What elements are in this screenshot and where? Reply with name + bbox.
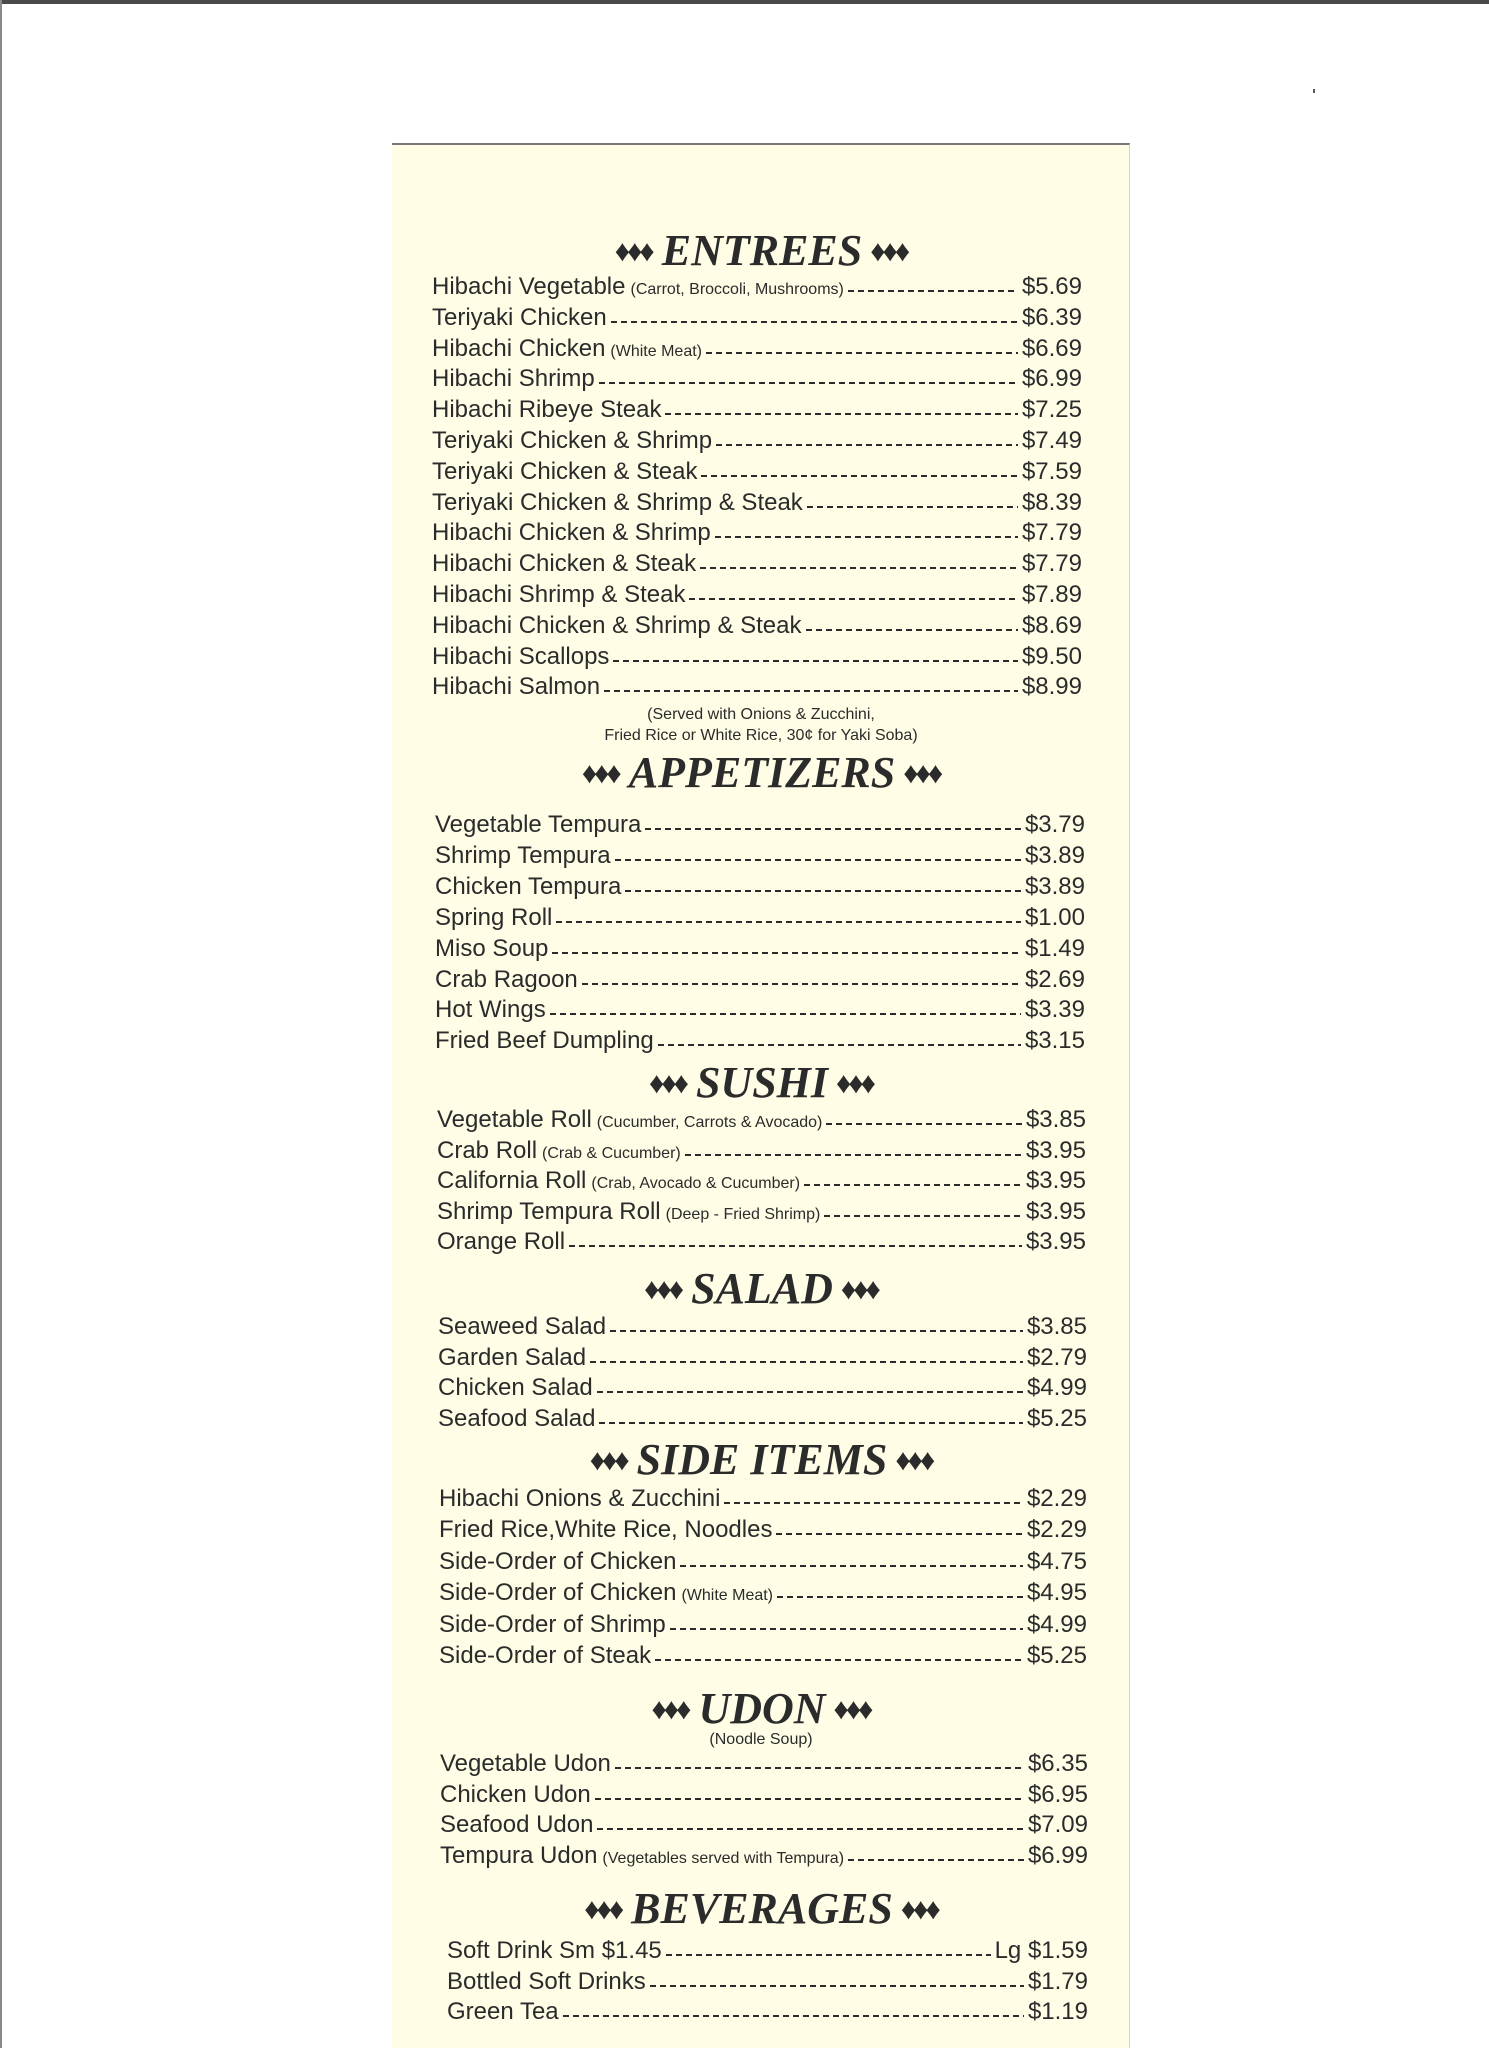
menu-item (437, 1136, 1086, 1166)
item-price: $3.95 (1025, 1228, 1086, 1255)
diamonds-icon: ♦♦♦ (644, 1273, 682, 1306)
menu-item (435, 903, 1085, 933)
menu-item (440, 1749, 1088, 1779)
dotted-leader (650, 1985, 1024, 1987)
dotted-leader (569, 1245, 1022, 1247)
item-name: Garden Salad (438, 1343, 587, 1371)
section-title: SALAD (691, 1264, 833, 1313)
section-title: SUSHI (695, 1058, 829, 1107)
item-price: $6.39 (1021, 303, 1082, 331)
menu-item (439, 1547, 1087, 1577)
item-name: Shrimp Tempura Roll (437, 1197, 661, 1225)
item-price: $6.35 (1027, 1750, 1088, 1777)
item-price: $2.79 (1026, 1343, 1087, 1371)
item-price: $3.15 (1024, 1027, 1085, 1055)
item-price: $8.69 (1021, 611, 1082, 639)
item-name: Vegetable Tempura (435, 811, 642, 838)
item-name: Crab Ragoon (435, 965, 578, 993)
dotted-leader (826, 1123, 1022, 1125)
diamonds-icon: ♦♦♦ (649, 1067, 686, 1100)
item-name: Vegetable Udon (440, 1750, 611, 1777)
dotted-leader (655, 1659, 1023, 1661)
dotted-leader (706, 352, 1018, 354)
item-price: $4.99 (1026, 1374, 1087, 1402)
section-header-salad (392, 1265, 1130, 1314)
item-name: Fried Beef Dumpling (435, 1027, 654, 1055)
item-price: $6.95 (1027, 1780, 1088, 1808)
entrees-note-line1: (Served with Onions & Zucchini, (647, 706, 875, 723)
menu-item (437, 1227, 1086, 1257)
dotted-leader (550, 1013, 1021, 1015)
menu-item (432, 334, 1082, 364)
item-name: Hibachi Chicken & Shrimp & Steak (432, 611, 802, 639)
item-price: $6.99 (1027, 1842, 1088, 1870)
item-name: Seafood Salad (438, 1405, 596, 1433)
item-price: $3.85 (1026, 1313, 1087, 1340)
item-name: Hot Wings (435, 996, 546, 1024)
dotted-leader (724, 1502, 1022, 1504)
item-price: $7.09 (1027, 1811, 1088, 1839)
item-price: $3.89 (1024, 872, 1085, 900)
dotted-leader (611, 321, 1018, 323)
dotted-leader (689, 598, 1017, 600)
dotted-leader (615, 859, 1021, 861)
item-price: $4.75 (1026, 1547, 1087, 1575)
item-price: $3.89 (1024, 841, 1085, 869)
item-price: $6.69 (1021, 334, 1082, 362)
item-name: Side-Order of Steak (439, 1642, 652, 1669)
item-name: Teriyaki Chicken & Steak (432, 457, 698, 485)
dotted-leader (701, 475, 1017, 477)
item-name: Soft Drink Sm $1.45 (447, 1937, 662, 1964)
item-detail: (Crab & Cucumber) (542, 1144, 681, 1162)
item-name: Teriyaki Chicken (432, 303, 607, 331)
dotted-leader (804, 1184, 1022, 1186)
item-name: Hibachi Scallops (432, 642, 610, 670)
item-name: Seaweed Salad (438, 1313, 607, 1340)
dotted-leader (685, 1154, 1022, 1156)
section-header-udon (392, 1685, 1130, 1734)
dotted-leader (597, 1828, 1023, 1830)
diamonds-icon: ♦♦♦ (900, 1893, 938, 1926)
section-title: APPETIZERS (628, 748, 896, 797)
item-name: Chicken Udon (440, 1780, 591, 1808)
item-price: $1.49 (1024, 934, 1085, 962)
item-price: $5.25 (1026, 1405, 1087, 1433)
menu-item (447, 1997, 1088, 2027)
item-price: $7.59 (1021, 457, 1082, 485)
item-price: $3.95 (1025, 1136, 1086, 1164)
item-price: $4.95 (1026, 1579, 1087, 1607)
dotted-leader (824, 1215, 1022, 1217)
diamonds-icon: ♦♦♦ (895, 1444, 933, 1477)
section-title: ENTREES (661, 226, 863, 275)
menu-item (437, 1166, 1086, 1196)
dotted-leader (807, 506, 1018, 508)
dotted-leader (556, 921, 1021, 923)
dotted-leader (806, 629, 1018, 631)
item-price: $3.95 (1025, 1167, 1086, 1194)
item-name: Miso Soup (435, 934, 549, 962)
menu-item (438, 1404, 1087, 1434)
menu-item (447, 1936, 1088, 1966)
menu-item (439, 1578, 1087, 1608)
item-name: Hibachi Chicken & Steak (432, 550, 697, 578)
dotted-leader (615, 1767, 1024, 1769)
item-price: $2.29 (1026, 1485, 1087, 1512)
item-name: Shrimp Tempura (435, 841, 611, 869)
item-price: $8.39 (1021, 488, 1082, 516)
menu-item (437, 1197, 1086, 1227)
menu-item (439, 1515, 1087, 1545)
item-price: $2.69 (1024, 965, 1085, 993)
item-price: $1.00 (1024, 903, 1085, 931)
section-title: SIDE ITEMS (636, 1435, 888, 1484)
item-price: $5.69 (1021, 273, 1082, 300)
item-price: $2.29 (1026, 1516, 1087, 1544)
diamonds-icon: ♦♦♦ (589, 1444, 627, 1477)
item-name: Hibachi Shrimp & Steak (432, 581, 686, 608)
item-price: $7.89 (1021, 581, 1082, 608)
dotted-leader (625, 890, 1021, 892)
item-name: Side-Order of Chicken (439, 1579, 677, 1607)
dotted-leader (670, 1628, 1023, 1630)
scan-border-left (0, 0, 2, 2048)
item-name: Hibachi Chicken & Shrimp (432, 519, 711, 547)
item-price: $3.79 (1024, 811, 1085, 838)
item-name: Side-Order of Shrimp (439, 1610, 666, 1638)
item-price: $9.50 (1021, 642, 1082, 670)
item-detail: (Carrot, Broccoli, Mushrooms) (630, 281, 844, 298)
menu-item (440, 1780, 1088, 1810)
diamonds-icon: ♦♦♦ (584, 1893, 622, 1926)
dotted-leader (610, 1330, 1023, 1332)
dotted-leader (599, 1422, 1022, 1424)
menu-item (440, 1841, 1088, 1871)
item-name: Orange Roll (437, 1228, 566, 1255)
section-header-entrees (392, 227, 1130, 276)
item-name: Hibachi Ribeye Steak (432, 396, 662, 424)
udon-subtitle: (Noodle Soup) (709, 1731, 813, 1748)
dotted-leader (680, 1565, 1023, 1567)
menu-item (432, 580, 1082, 610)
item-name: Chicken Tempura (435, 872, 622, 900)
menu-item (435, 872, 1085, 902)
item-price: Lg $1.59 (994, 1937, 1088, 1964)
menu-item (439, 1610, 1087, 1640)
menu-item (432, 395, 1082, 425)
menu-item (432, 611, 1082, 641)
item-name: Crab Roll (437, 1136, 538, 1164)
dotted-leader (700, 567, 1018, 569)
section-header-beverages (392, 1885, 1130, 1934)
item-name: Hibachi Shrimp (432, 365, 595, 393)
dotted-leader (599, 382, 1018, 384)
item-detail: (Cucumber, Carrots & Avocado) (596, 1114, 823, 1131)
item-name: Hibachi Onions & Zucchini (439, 1485, 721, 1512)
menu-item (435, 841, 1085, 871)
menu-item (432, 303, 1082, 333)
item-price: $8.99 (1021, 673, 1082, 701)
menu-item (432, 642, 1082, 672)
diamonds-icon: ♦♦♦ (614, 235, 652, 268)
item-price: $1.19 (1027, 1998, 1088, 2025)
item-price: $6.99 (1021, 365, 1082, 393)
item-price: $3.39 (1024, 996, 1085, 1024)
diamonds-icon: ♦♦♦ (840, 1273, 878, 1306)
item-price: $7.25 (1021, 396, 1082, 424)
item-name: Seafood Udon (440, 1811, 594, 1839)
menu-item (435, 934, 1085, 964)
diamonds-icon: ♦♦♦ (651, 1693, 689, 1726)
diamonds-icon: ♦♦♦ (903, 757, 941, 790)
menu-item (432, 272, 1082, 302)
dotted-leader (582, 983, 1021, 985)
item-price: $7.79 (1021, 519, 1082, 547)
item-name: Green Tea (447, 1998, 559, 2025)
menu-item (432, 457, 1082, 487)
item-price: $3.85 (1025, 1106, 1086, 1133)
item-name: Teriyaki Chicken & Shrimp & Steak (432, 488, 803, 516)
item-name: Fried Rice,White Rice, Noodles (439, 1516, 773, 1544)
item-price: $4.99 (1026, 1610, 1087, 1638)
item-detail: (White Meat) (610, 342, 702, 360)
menu-item (432, 488, 1082, 518)
section-title: BEVERAGES (631, 1884, 893, 1933)
item-price: $5.25 (1026, 1642, 1087, 1669)
item-name: Teriyaki Chicken & Shrimp (432, 427, 713, 454)
menu-item (435, 810, 1085, 840)
item-name: Hibachi Salmon (432, 673, 601, 701)
item-name: Bottled Soft Drinks (447, 1967, 646, 1995)
menu-item (432, 672, 1082, 702)
item-detail: (Deep - Fried Shrimp) (665, 1205, 821, 1223)
item-price: $1.79 (1027, 1967, 1088, 1995)
menu-item (439, 1484, 1087, 1514)
item-name: Hibachi Chicken (432, 334, 606, 362)
item-name: Spring Roll (435, 903, 553, 931)
dotted-leader (666, 1954, 991, 1956)
dotted-leader (563, 2015, 1024, 2017)
section-header-sushi (392, 1059, 1130, 1108)
section-header-side-items (392, 1436, 1130, 1485)
dotted-leader (604, 690, 1018, 692)
dotted-leader (848, 290, 1018, 292)
menu-item (447, 1967, 1088, 1997)
menu-item (432, 426, 1082, 456)
dotted-leader (658, 1044, 1021, 1046)
menu-item (439, 1641, 1087, 1671)
menu-item (438, 1343, 1087, 1373)
entrees-note-line2: Fried Rice or White Rice, 30¢ for Yaki Soba) (604, 727, 918, 744)
dotted-leader (716, 444, 1018, 446)
menu-item (435, 965, 1085, 995)
menu-page (392, 143, 1130, 2048)
dotted-leader (715, 536, 1018, 538)
item-name: Vegetable Roll (437, 1106, 592, 1133)
menu-item (437, 1105, 1086, 1135)
dotted-leader (613, 660, 1018, 662)
section-title: UDON (698, 1684, 826, 1733)
item-price: $3.95 (1025, 1197, 1086, 1225)
diamonds-icon: ♦♦♦ (833, 1693, 871, 1726)
menu-item (438, 1312, 1087, 1342)
item-name: Chicken Salad (438, 1374, 593, 1402)
dotted-leader (665, 413, 1017, 415)
menu-item (435, 995, 1085, 1025)
dotted-leader (597, 1391, 1023, 1393)
item-detail: (Vegetables served with Tempura) (602, 1850, 845, 1868)
menu-item (438, 1373, 1087, 1403)
item-name: Tempura Udon (440, 1842, 598, 1870)
item-name: Hibachi Vegetable (432, 273, 626, 300)
menu-item (440, 1810, 1088, 1840)
dotted-leader (777, 1596, 1023, 1598)
dotted-leader (848, 1859, 1024, 1861)
item-price: $7.49 (1021, 427, 1082, 454)
dotted-leader (776, 1533, 1022, 1535)
diamonds-icon: ♦♦♦ (836, 1067, 873, 1100)
scan-speck (1313, 89, 1315, 93)
dotted-leader (645, 828, 1021, 830)
diamonds-icon: ♦♦♦ (870, 235, 908, 268)
menu-item (432, 549, 1082, 579)
scan-border-top (0, 0, 1489, 4)
diamonds-icon: ♦♦♦ (581, 757, 619, 790)
item-price: $7.79 (1021, 550, 1082, 578)
menu-item (432, 518, 1082, 548)
dotted-leader (590, 1361, 1023, 1363)
menu-item (435, 1026, 1085, 1056)
dotted-leader (552, 952, 1021, 954)
item-detail: (White Meat) (681, 1587, 774, 1605)
dotted-leader (595, 1798, 1024, 1800)
menu-item (432, 364, 1082, 394)
section-header-appetizers (392, 749, 1130, 798)
item-name: California Roll (437, 1167, 587, 1194)
item-name: Side-Order of Chicken (439, 1547, 677, 1575)
item-detail: (Crab, Avocado & Cucumber) (591, 1175, 801, 1192)
